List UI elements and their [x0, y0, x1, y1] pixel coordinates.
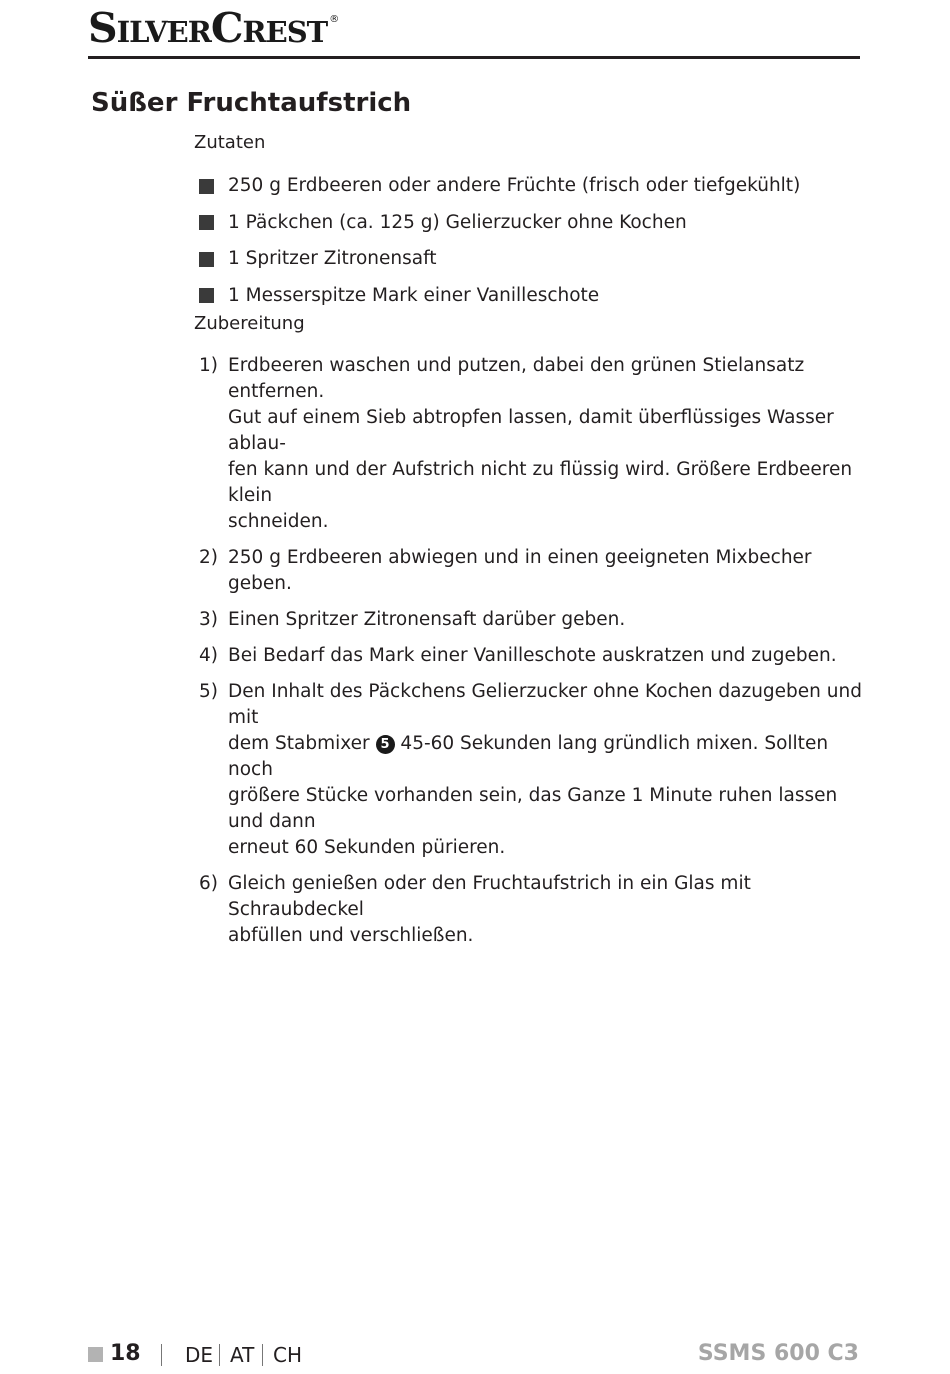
step-number: 5)	[199, 681, 218, 702]
step-item	[199, 545, 867, 597]
ingredients-list	[199, 168, 800, 314]
preparation-steps	[199, 353, 867, 959]
brand-logo	[88, 4, 339, 50]
footer-square-icon	[88, 1347, 103, 1362]
step-line: abfüllen und verschließen.	[228, 925, 474, 946]
footer-divider	[161, 1344, 162, 1366]
step-item	[199, 871, 867, 949]
language-at: AT	[230, 1343, 255, 1367]
step-item	[199, 679, 867, 861]
ingredient-text: 1 Messerspitze Mark einer Vanilleschote	[228, 284, 600, 306]
part-number-5-icon: 5	[376, 735, 395, 754]
ingredient-text: 1 Päckchen (ca. 125 g) Gelierzucker ohne Kochen	[228, 211, 687, 233]
step-line-part: 45-60 Sekunden lang gründlich mixen. Sollten noch	[228, 733, 829, 780]
header-rule	[88, 56, 860, 59]
registered-mark: ®	[329, 14, 340, 25]
step-line: Gut auf einem Sieb abtropfen lassen, damit überflüssiges Wasser ablau-	[228, 407, 834, 454]
language-de: DE	[185, 1343, 214, 1367]
step-line	[228, 731, 867, 783]
step-line: Erdbeeren waschen und putzen, dabei den grünen Stielansatz entfernen.	[228, 355, 805, 402]
bullet-square-icon	[199, 179, 214, 194]
bullet-square-icon	[199, 288, 214, 303]
brand-letter: C	[210, 4, 243, 52]
ingredient-item	[199, 241, 800, 278]
step-text	[228, 679, 867, 861]
ingredient-item	[199, 205, 800, 242]
ingredients-heading: Zutaten	[194, 132, 266, 153]
step-item	[199, 353, 867, 535]
preparation-heading: Zubereitung	[194, 313, 305, 334]
step-line: Bei Bedarf das Mark einer Vanilleschote auskratzen und zugeben.	[228, 645, 837, 666]
step-line: fen kann und der Aufstrich nicht zu flüssig wird. Größere Erdbeeren klein	[228, 459, 853, 506]
ingredient-text: 1 Spritzer Zitronensaft	[228, 248, 437, 270]
step-line: größere Stücke vorhanden sein, das Ganze 1 Minute ruhen lassen und dann	[228, 785, 838, 832]
page-number: 18	[110, 1341, 141, 1366]
step-item	[199, 607, 867, 633]
step-number: 2)	[199, 547, 218, 568]
step-number: 6)	[199, 873, 218, 894]
step-text	[228, 643, 867, 669]
brand-letters: ILVER	[116, 15, 211, 49]
step-line: erneut 60 Sekunden pürieren.	[228, 837, 506, 858]
page-title: Süßer Fruchtaufstrich	[91, 88, 412, 118]
step-number: 4)	[199, 645, 218, 666]
step-line: 250 g Erdbeeren abwiegen und in einen geeigneten Mixbecher geben.	[228, 547, 812, 594]
step-text	[228, 353, 867, 535]
bullet-square-icon	[199, 252, 214, 267]
language-ch: CH	[273, 1343, 303, 1367]
step-text	[228, 607, 867, 633]
ingredient-item	[199, 168, 800, 205]
step-number: 3)	[199, 609, 218, 630]
step-text	[228, 545, 867, 597]
step-line-part: dem Stabmixer	[228, 733, 370, 754]
step-line: Den Inhalt des Päckchens Gelierzucker ohne Kochen dazugeben und mit	[228, 681, 862, 728]
model-number: SSMS 600 C3	[697, 1341, 859, 1366]
brand-letters: REST	[242, 15, 328, 49]
step-line: Gleich genießen oder den Fruchtaufstrich in ein Glas mit Schraubdeckel	[228, 873, 751, 920]
bullet-square-icon	[199, 215, 214, 230]
step-line: schneiden.	[228, 511, 329, 532]
footer-divider	[219, 1344, 220, 1366]
footer-divider	[262, 1344, 263, 1366]
step-number: 1)	[199, 355, 218, 376]
step-line: Einen Spritzer Zitronensaft darüber geben.	[228, 609, 626, 630]
ingredient-text: 250 g Erdbeeren oder andere Früchte (frisch oder tiefgekühlt)	[228, 175, 801, 197]
brand-letter: S	[88, 4, 117, 52]
step-text	[228, 871, 867, 949]
step-item	[199, 643, 867, 669]
ingredient-item	[199, 278, 800, 315]
